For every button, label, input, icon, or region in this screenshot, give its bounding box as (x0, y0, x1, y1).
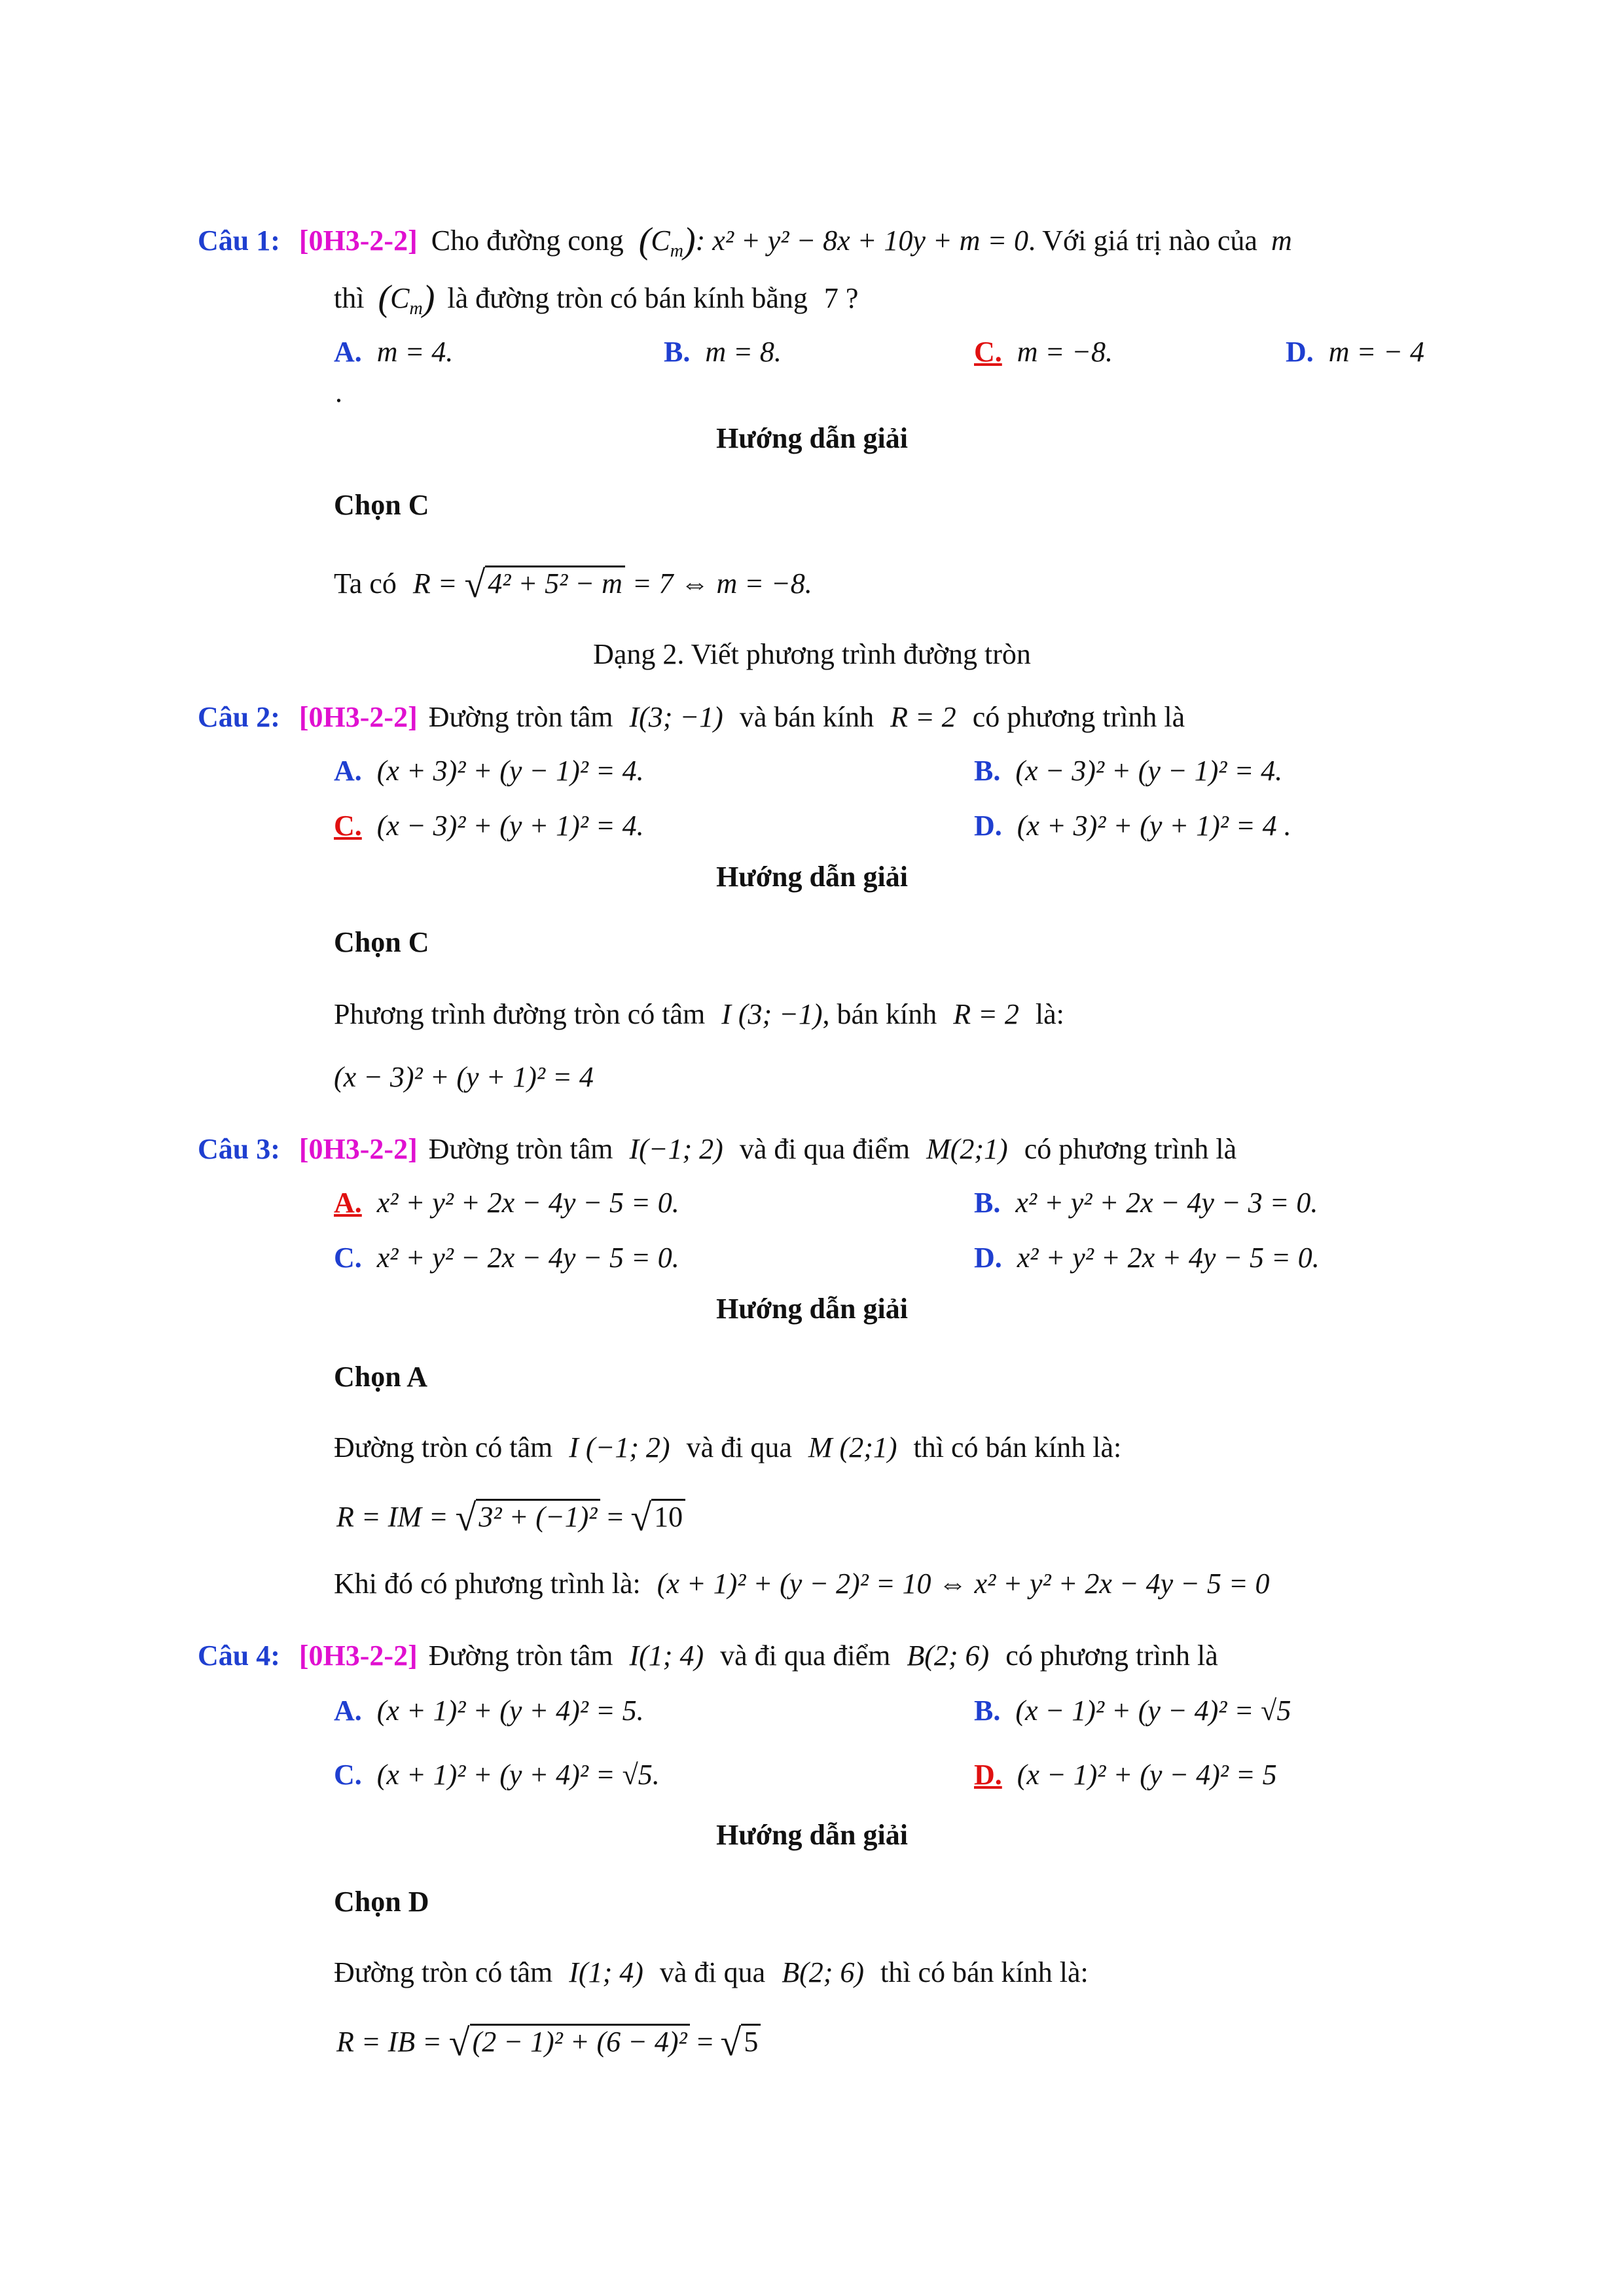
q2-option-c[interactable]: C. (x − 3)² + (y + 1)² = 4. (334, 810, 644, 842)
q1-option-c-label: C. (974, 336, 1002, 368)
q2-solution-line2: (x − 3)² + (y + 1)² = 4 (334, 1061, 594, 1093)
q1-solution: Ta có R = √4² + 5² − m = 7 ⇔ m = −8. (334, 563, 812, 605)
q1-option-c[interactable] (974, 332, 1113, 372)
q4-option-d[interactable]: D. (x − 1)² + (y − 4)² = 5 (974, 1759, 1277, 1791)
q4-choice: Chọn D (334, 1886, 429, 1918)
q2-code: [0H3-2-2] (298, 701, 418, 733)
q1-option-a-text: m = 4. (376, 336, 454, 368)
q3-guide-heading: Hướng dẫn giải (716, 1293, 908, 1325)
q2-label: Câu 2: (198, 701, 280, 733)
q1-option-d[interactable] (1286, 332, 1424, 372)
q4-option-a[interactable]: A. (x + 1)² + (y + 4)² = 5. (334, 1695, 644, 1727)
q3-stem: Câu 3: [0H3-2-2] Đường tròn tâm I(−1; 2) và đi qua điểm M(2;1) có phương trình là (198, 1133, 1237, 1165)
q4-solution-line1: Đường tròn có tâm I(1; 4) và đi qua B(2; 6) thì có bán kính là: (334, 1956, 1089, 1988)
q1-line2-a: thì (334, 282, 365, 314)
q1-trailing-dot: . (335, 376, 342, 408)
q4-code: [0H3-2-2] (298, 1640, 418, 1672)
q1-text-b: . Với giá trị nào của (1028, 224, 1257, 257)
q3-code: [0H3-2-2] (298, 1133, 418, 1165)
q3-option-b[interactable]: B. x² + y² + 2x − 4y − 3 = 0. (974, 1187, 1318, 1219)
q1-stem (198, 221, 1292, 260)
q1-option-b-label: B. (664, 336, 691, 368)
q1-option-a[interactable] (334, 332, 453, 372)
q1-option-d-text: m = − 4 (1328, 336, 1424, 368)
q4-label: Câu 4: (198, 1640, 280, 1672)
q2-guide-heading: Hướng dẫn giải (716, 861, 908, 893)
q4-stem: Câu 4: [0H3-2-2] Đường tròn tâm I(1; 4) và đi qua điểm B(2; 6) có phương trình là (198, 1640, 1218, 1672)
q1-radius: 7 ? (823, 282, 859, 314)
q1-option-d-label: D. (1286, 336, 1314, 368)
q3-choice: Chọn A (334, 1361, 428, 1393)
q1-guide-heading: Hướng dẫn giải (716, 422, 908, 454)
q1-line2-b: là đường tròn có bán kính bằng (447, 282, 808, 314)
q3-option-a[interactable]: A. x² + y² + 2x − 4y − 5 = 0. (334, 1187, 679, 1219)
q2-stem: Câu 2: [0H3-2-2] Đường tròn tâm I(3; −1) và bán kính R = 2 có phương trình là (198, 701, 1185, 733)
q1-equation: : x² + y² − 8x + 10y + m = 0 (695, 224, 1029, 257)
q1-option-c-text: m = −8. (1017, 336, 1113, 368)
q2-solution-line1: Phương trình đường tròn có tâm I (3; −1), bán kính R = 2 là: (334, 998, 1064, 1030)
q3-option-d[interactable]: D. x² + y² + 2x + 4y − 5 = 0. (974, 1242, 1320, 1274)
q1-var: m (1271, 224, 1292, 257)
q2-option-a[interactable]: A. (x + 3)² + (y − 1)² = 4. (334, 755, 644, 787)
q2-option-d[interactable]: D. (x + 3)² + (y + 1)² = 4 . (974, 810, 1291, 842)
q3-solution-line3: Khi đó có phương trình là: (x + 1)² + (y − 2)² = 10 ⇔ x² + y² + 2x − 4y − 5 = 0 (334, 1568, 1270, 1600)
q1-option-a-label: A. (334, 336, 362, 368)
q1-curve-2: $(C_m)$ (378, 278, 435, 319)
q1-option-b[interactable] (664, 332, 782, 372)
q1-curve: $(C_m)$ (638, 221, 696, 261)
q2-choice: Chọn C (334, 926, 429, 958)
q2-radius: R = 2 (890, 701, 956, 733)
q2-option-b[interactable]: B. (x − 3)² + (y − 1)² = 4. (974, 755, 1283, 787)
q1-sqrt: √4² + 5² − m (464, 564, 624, 604)
q3-solution-line2: R = IM = √3² + (−1)² = √10 (336, 1498, 685, 1537)
q4-option-b[interactable]: B. (x − 1)² + (y − 4)² = √5 (974, 1695, 1291, 1727)
section-title: Dạng 2. Viết phương trình đường tròn (593, 638, 1031, 670)
q1-option-b-text: m = 8. (705, 336, 782, 368)
q4-guide-heading: Hướng dẫn giải (716, 1819, 908, 1851)
q3-solution-line1: Đường tròn có tâm I (−1; 2) và đi qua M (2;1) thì có bán kính là: (334, 1431, 1122, 1463)
q1-stem-line2 (334, 279, 858, 318)
q2-center: I(3; −1) (629, 701, 723, 733)
q3-option-c[interactable]: C. x² + y² − 2x − 4y − 5 = 0. (334, 1242, 679, 1274)
q1-choice: Chọn C (334, 489, 429, 521)
q4-solution-line2: R = IB = √(2 − 1)² + (6 − 4)² = √5 (336, 2022, 761, 2062)
q1-code: [0H3-2-2] (298, 224, 418, 257)
q1-text: Cho đường cong (431, 224, 624, 257)
q4-option-c[interactable]: C. (x + 1)² + (y + 4)² = √5. (334, 1759, 660, 1791)
q1-label: Câu 1: (198, 224, 280, 257)
q3-label: Câu 3: (198, 1133, 280, 1165)
